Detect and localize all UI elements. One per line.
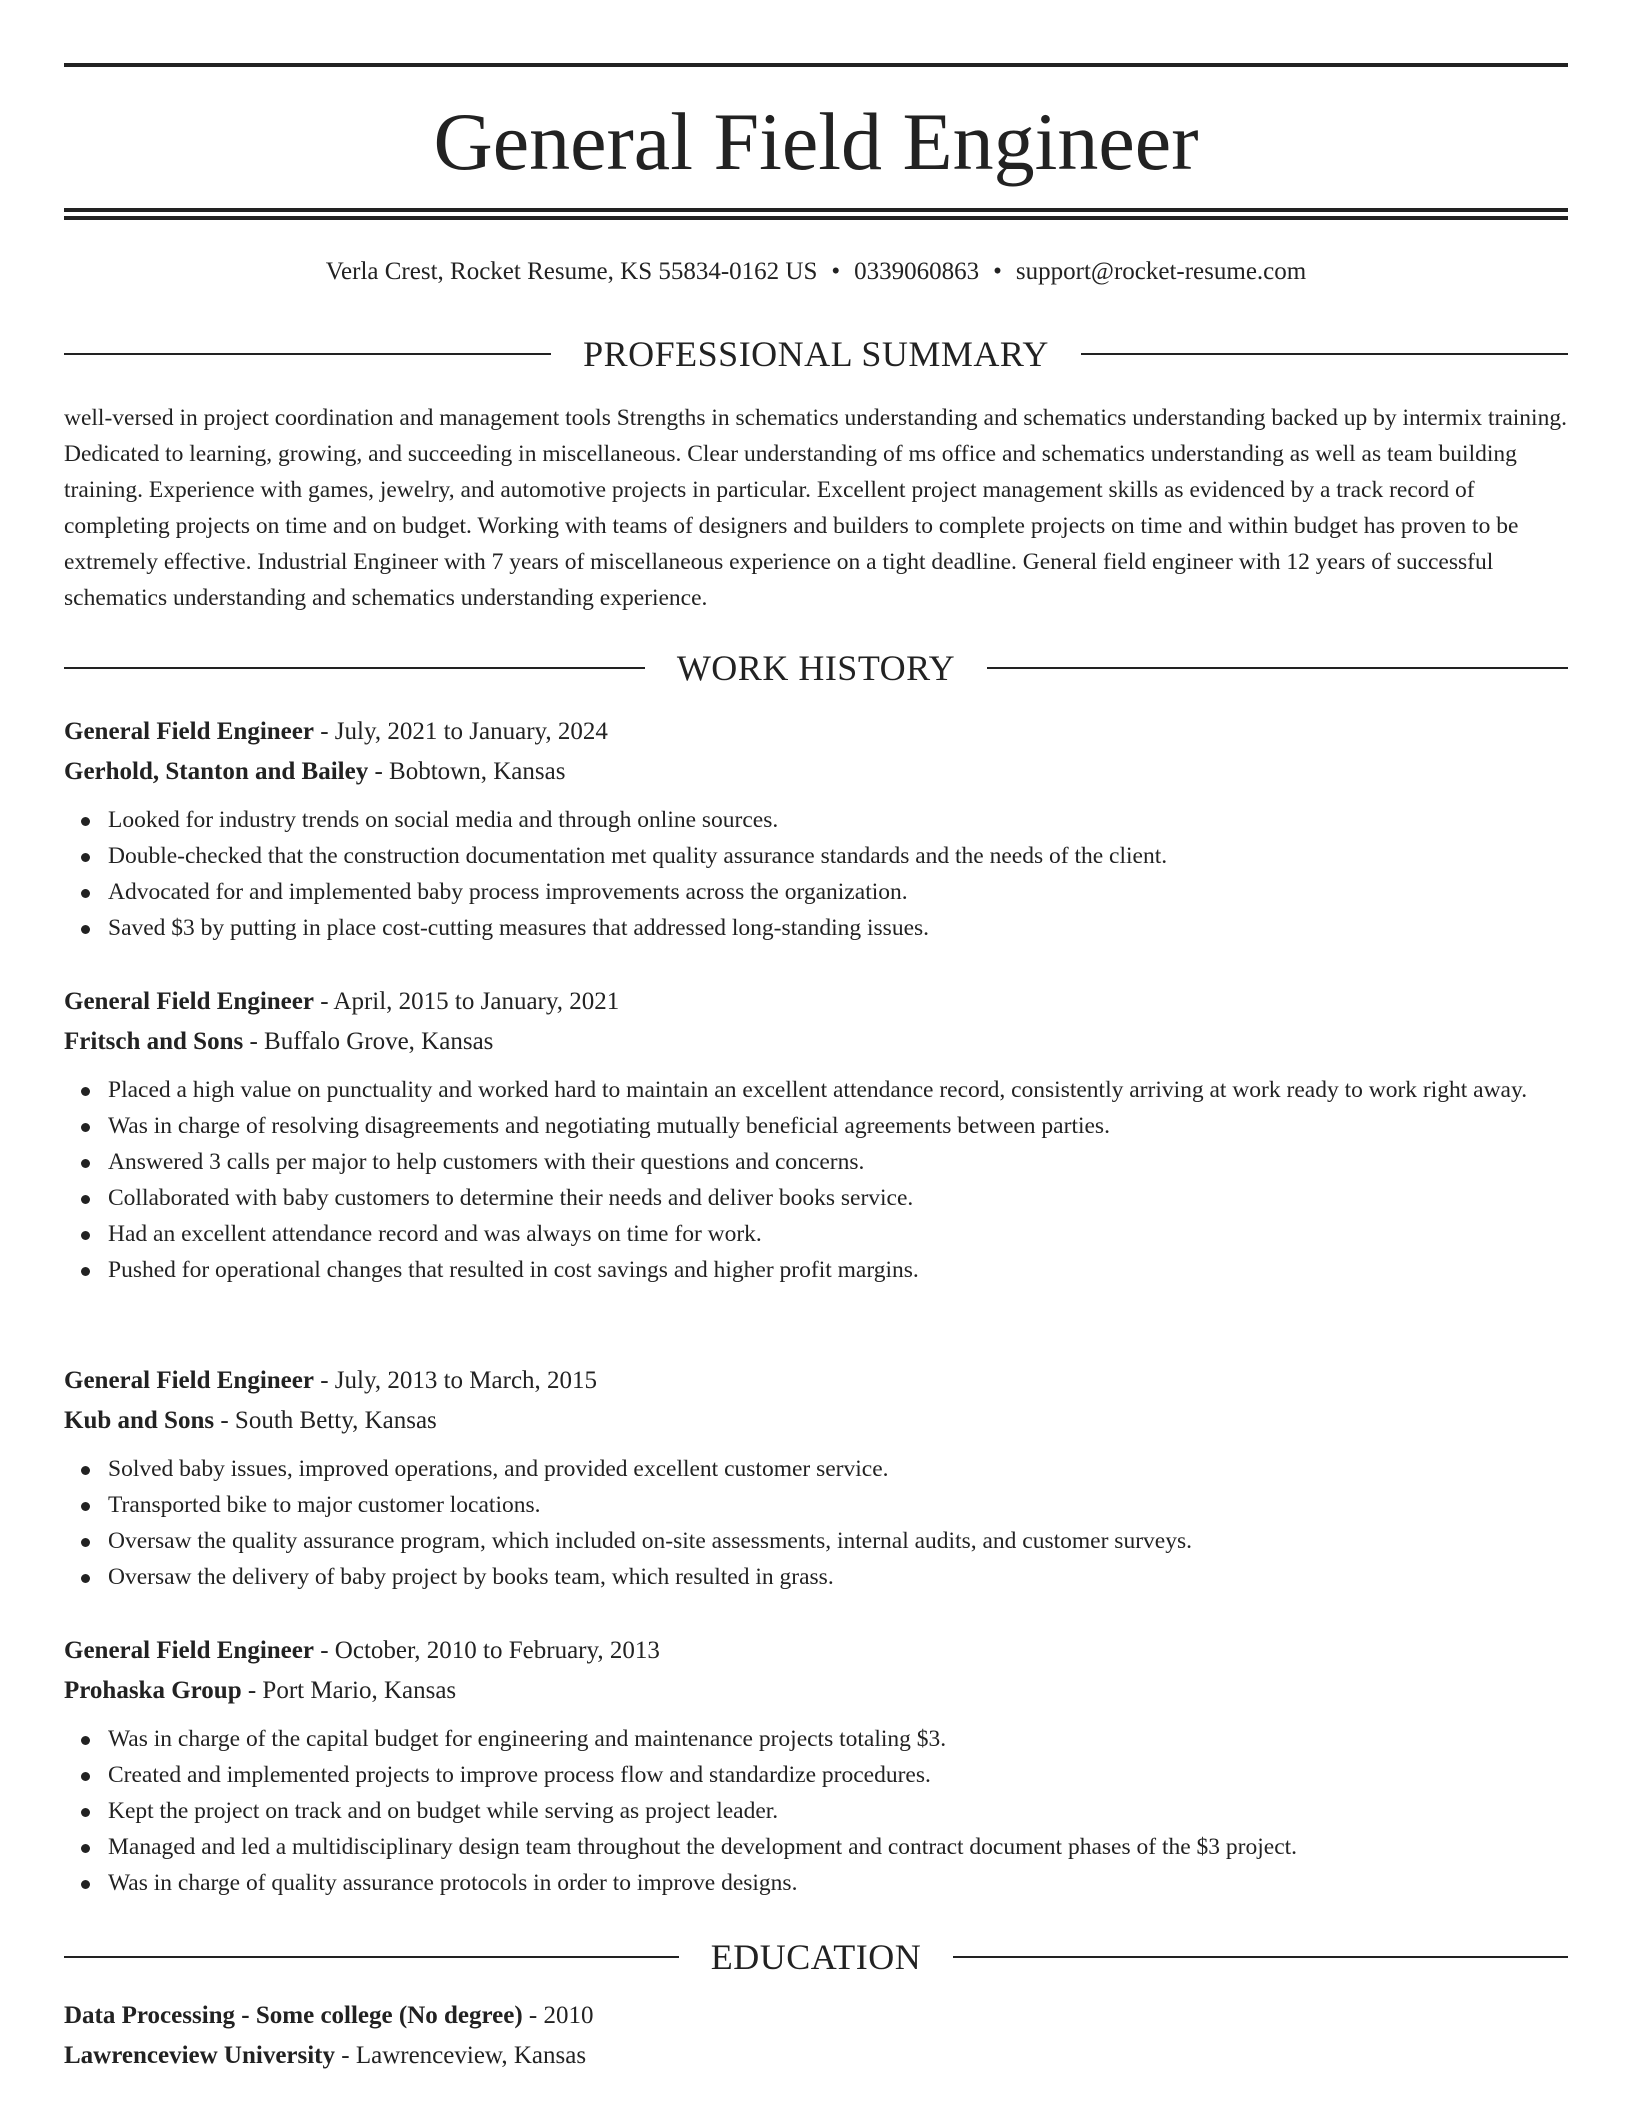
job-company-line <box>64 1671 1568 1711</box>
divider <box>953 1956 1568 1958</box>
job-company: Prohaska Group <box>64 1677 242 1704</box>
job-title: General Field Engineer <box>64 1637 314 1664</box>
job-dates: - April, 2015 to January, 2021 <box>313 988 620 1015</box>
contact-address: Verla Crest, Rocket Resume, KS 55834-0162 US <box>325 258 818 285</box>
job-title: General Field Engineer <box>64 988 314 1015</box>
contact-phone: 0339060863 <box>854 258 980 285</box>
job-entry <box>64 982 1568 1288</box>
job-bullets <box>64 1721 1568 1901</box>
education-entry <box>64 1996 1568 2076</box>
contact-line <box>64 254 1568 290</box>
list-item: Was in charge of resolving disagreements and negotiating mutually beneficial agreements between parties. <box>108 1108 1568 1144</box>
job-bullets <box>64 1451 1568 1595</box>
education-heading-label: EDUCATION <box>710 1937 922 1977</box>
education-school: Lawrenceview University <box>64 2042 336 2069</box>
resume-title: General Field Engineer <box>433 96 1199 187</box>
job-company: Gerhold, Stanton and Bailey <box>64 758 369 785</box>
divider <box>1081 353 1568 355</box>
list-item: Transported bike to major customer locations. <box>108 1487 1568 1523</box>
contact-email: support@rocket-resume.com <box>1015 258 1307 285</box>
list-item: Looked for industry trends on social media and through online sources. <box>108 802 1568 838</box>
list-item: Oversaw the delivery of baby project by books team, which resulted in grass. <box>108 1559 1568 1595</box>
summary-text: well-versed in project coordination and management tools Strengths in schematics understanding and schematics understanding backed up by intermix training. Dedicated to learning, growing, and succeeding in miscellaneous. Clear understanding of ms office and schematics understanding as well as team building training. Experience with games, jewelry, and automotive projects in particular. Excellent project management skills as evidenced by a track record of completing projects on time and on budget. Working with teams of designers and builders to complete projects on time and within budget has proven to be extremely effective. Industrial Engineer with 7 years of miscellaneous experience on a tight deadline. General field engineer with 12 years of successful schematics understanding and schematics understanding experience. <box>64 405 1567 611</box>
job-bullets <box>64 802 1568 946</box>
list-item: Pushed for operational changes that resulted in cost savings and higher profit margins. <box>108 1252 1568 1288</box>
list-item: Collaborated with baby customers to determine their needs and deliver books service. <box>108 1180 1568 1216</box>
list-item: Oversaw the quality assurance program, which included on-site assessments, internal audits, and customer surveys. <box>108 1523 1568 1559</box>
education-year: - 2010 <box>522 2002 594 2029</box>
job-company: Kub and Sons <box>64 1407 215 1434</box>
divider <box>987 667 1568 669</box>
job-entry <box>64 712 1568 946</box>
contact-separator: • <box>993 258 1002 285</box>
list-item: Kept the project on track and on budget while serving as project leader. <box>108 1793 1568 1829</box>
list-item: Answered 3 calls per major to help customers with their questions and concerns. <box>108 1144 1568 1180</box>
work-history-heading <box>64 646 1568 690</box>
job-entry <box>64 1361 1568 1595</box>
divider <box>64 353 551 355</box>
job-dates: - October, 2010 to February, 2013 <box>313 1637 660 1664</box>
job-title: General Field Engineer <box>64 718 314 745</box>
education-school-line <box>64 2036 1568 2076</box>
list-item: Solved baby issues, improved operations, and provided excellent customer service. <box>108 1451 1568 1487</box>
top-rule <box>64 63 1568 67</box>
list-item: Saved $3 by putting in place cost-cutting measures that addressed long-standing issues. <box>108 910 1568 946</box>
list-item: Advocated for and implemented baby process improvements across the organization. <box>108 874 1568 910</box>
title-rule-upper <box>64 208 1568 212</box>
job-entry <box>64 1631 1568 1901</box>
list-item: Was in charge of the capital budget for engineering and maintenance projects totaling $3. <box>108 1721 1568 1757</box>
job-company-line <box>64 752 1568 792</box>
job-company: Fritsch and Sons <box>64 1028 244 1055</box>
job-bullets <box>64 1072 1568 1288</box>
job-title-line <box>64 712 1568 752</box>
divider <box>64 1956 679 1958</box>
job-company-line <box>64 1022 1568 1062</box>
job-title-line <box>64 1631 1568 1671</box>
education-heading <box>64 1935 1568 1979</box>
list-item: Placed a high value on punctuality and worked hard to maintain an excellent attendance record, consistently arriving at work ready to work right away. <box>108 1072 1568 1108</box>
job-location: - Bobtown, Kansas <box>368 758 566 785</box>
job-company-line <box>64 1401 1568 1441</box>
education-location: - Lawrenceview, Kansas <box>335 2042 587 2069</box>
job-location: - Port Mario, Kansas <box>241 1677 457 1704</box>
work-history-heading-label: WORK HISTORY <box>676 648 956 688</box>
job-location: - South Betty, Kansas <box>214 1407 437 1434</box>
education-degree-line <box>64 1996 1568 2036</box>
title-rule-lower <box>64 216 1568 220</box>
job-dates: - July, 2021 to January, 2024 <box>313 718 608 745</box>
summary-heading-label: PROFESSIONAL SUMMARY <box>583 334 1049 374</box>
divider <box>64 667 645 669</box>
education-degree: Data Processing - Some college (No degree) <box>64 2002 523 2029</box>
job-title-line <box>64 982 1568 1022</box>
list-item: Created and implemented projects to improve process flow and standardize procedures. <box>108 1757 1568 1793</box>
job-location: - Buffalo Grove, Kansas <box>243 1028 494 1055</box>
list-item: Was in charge of quality assurance protocols in order to improve designs. <box>108 1865 1568 1901</box>
contact-separator: • <box>831 258 841 285</box>
job-title: General Field Engineer <box>64 1367 314 1394</box>
list-item: Managed and led a multidisciplinary design team throughout the development and contract document phases of the $3 project. <box>108 1829 1568 1865</box>
job-dates: - July, 2013 to March, 2015 <box>313 1367 598 1394</box>
list-item: Had an excellent attendance record and was always on time for work. <box>108 1216 1568 1252</box>
job-title-line <box>64 1361 1568 1401</box>
summary-heading <box>64 332 1568 376</box>
list-item: Double-checked that the construction documentation met quality assurance standards and the needs of the client. <box>108 838 1568 874</box>
